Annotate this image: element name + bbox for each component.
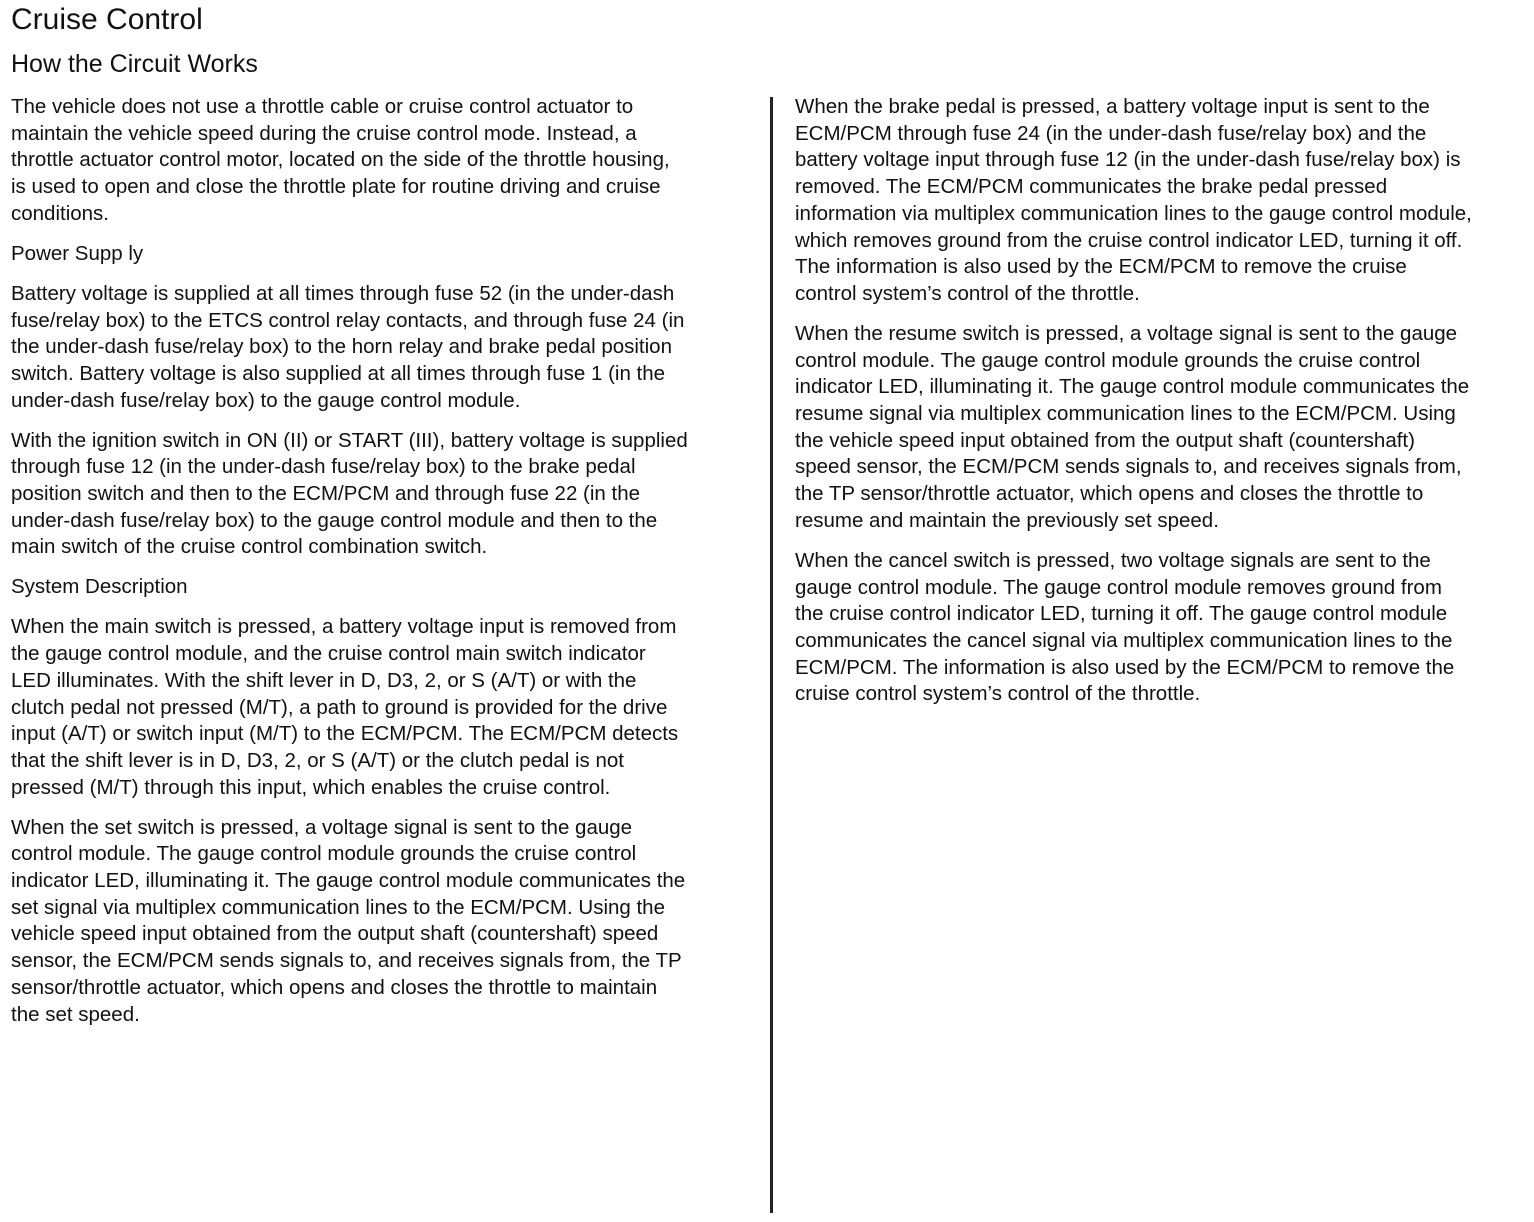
paragraph-line: sensor, the ECM/PCM sends signals to, and receives signals from, the TP — [11, 949, 682, 973]
heading-text: Power Supp ly — [11, 241, 144, 265]
paragraph-line: gauge control module. The gauge control module removes ground from — [795, 575, 1442, 599]
paragraph-line: control module. The gauge control module grounds the cruise control — [795, 348, 1421, 372]
paragraph-line: main switch of the cruise control combination switch. — [11, 535, 488, 559]
column-divider — [770, 97, 773, 1213]
paragraph-line: cruise control system’s control of the throttle. — [795, 682, 1201, 706]
paragraph-line: through fuse 12 (in the under-dash fuse/relay box) to the brake pedal — [11, 455, 636, 479]
paragraph-line: under-dash fuse/relay box) to the gauge control module. — [11, 388, 521, 412]
subsection-heading — [11, 241, 751, 268]
paragraph-line: ECM/PCM. The information is also used by the ECM/PCM to remove the — [795, 655, 1455, 679]
paragraph-line: When the cancel switch is pressed, two voltage signals are sent to the — [795, 548, 1431, 572]
paragraph-line: that the shift lever is in D, D3, 2, or S (A/T) or the clutch pedal is not — [11, 748, 624, 772]
paragraph-line: indicator LED, illuminating it. The gauge control module communicates the — [11, 869, 686, 893]
paragraph-line: When the main switch is pressed, a battery voltage input is removed from — [11, 615, 677, 639]
paragraph-line: battery voltage input through fuse 12 (in the under-dash fuse/relay box) is — [795, 148, 1461, 172]
paragraph-line: The information is also used by the ECM/PCM to remove the cruise — [795, 255, 1407, 279]
paragraph-line: pressed (M/T) through this input, which enables the cruise control. — [11, 775, 611, 799]
paragraph-line: the under-dash fuse/relay box) to the horn relay and brake pedal position — [11, 335, 672, 359]
paragraph-line: fuse/relay box) to the ETCS control relay contacts, and through fuse 24 (in — [11, 308, 685, 332]
paragraph-line: indicator LED, illuminating it. The gauge control module communicates the — [795, 375, 1470, 399]
paragraph-line: is used to open and close the throttle plate for routine driving and cruise — [11, 175, 661, 199]
paragraph-line: control module. The gauge control module grounds the cruise control — [11, 842, 637, 866]
paragraph-line: removed. The ECM/PCM communicates the brake pedal pressed — [795, 175, 1388, 199]
paragraph-line: With the ignition switch in ON (II) or START (III), battery voltage is supplied — [11, 428, 688, 452]
paragraph — [11, 614, 751, 801]
paragraph-line: resume and maintain the previously set speed. — [795, 508, 1219, 532]
page-title: Cruise Control — [11, 3, 203, 36]
paragraph-line: When the set switch is pressed, a voltage signal is sent to the gauge — [11, 815, 633, 839]
paragraph — [795, 548, 1531, 708]
section-title: How the Circuit Works — [11, 50, 258, 78]
right-column — [795, 94, 1531, 721]
paragraph-line: maintain the vehicle speed during the cruise control mode. Instead, a — [11, 121, 637, 145]
paragraph-line: the vehicle speed input obtained from the output shaft (countershaft) — [795, 428, 1415, 452]
paragraph-line: the gauge control module, and the cruise control main switch indicator — [11, 642, 646, 666]
paragraph-line: sensor/throttle actuator, which opens and closes the throttle to maintain — [11, 975, 658, 999]
paragraph — [11, 815, 751, 1029]
paragraph-line: control system’s control of the throttle. — [795, 281, 1140, 305]
paragraph-line: vehicle speed input obtained from the output shaft (countershaft) speed — [11, 922, 659, 946]
paragraph — [11, 281, 751, 415]
paragraph-line: set signal via multiplex communication lines to the ECM/PCM. Using the — [11, 895, 665, 919]
paragraph-line: The vehicle does not use a throttle cable or cruise control actuator to — [11, 95, 634, 118]
paragraph — [795, 94, 1531, 308]
paragraph-line: Battery voltage is supplied at all times through fuse 52 (in the under-dash — [11, 281, 675, 305]
paragraph-line: the set speed. — [11, 1002, 140, 1026]
paragraph — [795, 321, 1531, 535]
paragraph-line: input (A/T) or switch input (M/T) to the ECM/PCM. The ECM/PCM detects — [11, 722, 679, 746]
paragraph-line: information via multiplex communication lines to the gauge control module, — [795, 201, 1472, 225]
paragraph — [11, 94, 751, 228]
paragraph-line: under-dash fuse/relay box) to the gauge control module and then to the — [11, 508, 658, 532]
paragraph-line: the cruise control indicator LED, turning it off. The gauge control module — [795, 602, 1448, 626]
paragraph-line: LED illuminates. With the shift lever in D, D3, 2, or S (A/T) or with the — [11, 668, 637, 692]
heading-text: System Description — [11, 575, 188, 599]
paragraph-line: speed sensor, the ECM/PCM sends signals to, and receives signals from, — [795, 455, 1462, 479]
paragraph-line: position switch and then to the ECM/PCM and through fuse 22 (in the — [11, 482, 641, 506]
subsection-heading — [11, 574, 751, 601]
paragraph — [11, 428, 751, 562]
paragraph-line: conditions. — [11, 201, 110, 225]
paragraph-line: switch. Battery voltage is also supplied at all times through fuse 1 (in the — [11, 361, 666, 385]
paragraph-line: clutch pedal not pressed (M/T), a path to ground is provided for the drive — [11, 695, 668, 719]
left-column — [11, 94, 751, 1042]
paragraph-line: communicates the cancel signal via multiplex communication lines to the — [795, 628, 1453, 652]
paragraph-line: ECM/PCM through fuse 24 (in the under-dash fuse/relay box) and the — [795, 121, 1427, 145]
paragraph-line: which removes ground from the cruise control indicator LED, turning it off. — [795, 228, 1463, 252]
paragraph-line: throttle actuator control motor, located on the side of the throttle housing, — [11, 148, 670, 172]
paragraph-line: the TP sensor/throttle actuator, which opens and closes the throttle to — [795, 482, 1424, 506]
paragraph-line: resume signal via multiplex communication lines to the ECM/PCM. Using — [795, 402, 1456, 426]
paragraph-line: When the resume switch is pressed, a voltage signal is sent to the gauge — [795, 321, 1458, 345]
paragraph-line: When the brake pedal is pressed, a battery voltage input is sent to the — [795, 95, 1430, 118]
